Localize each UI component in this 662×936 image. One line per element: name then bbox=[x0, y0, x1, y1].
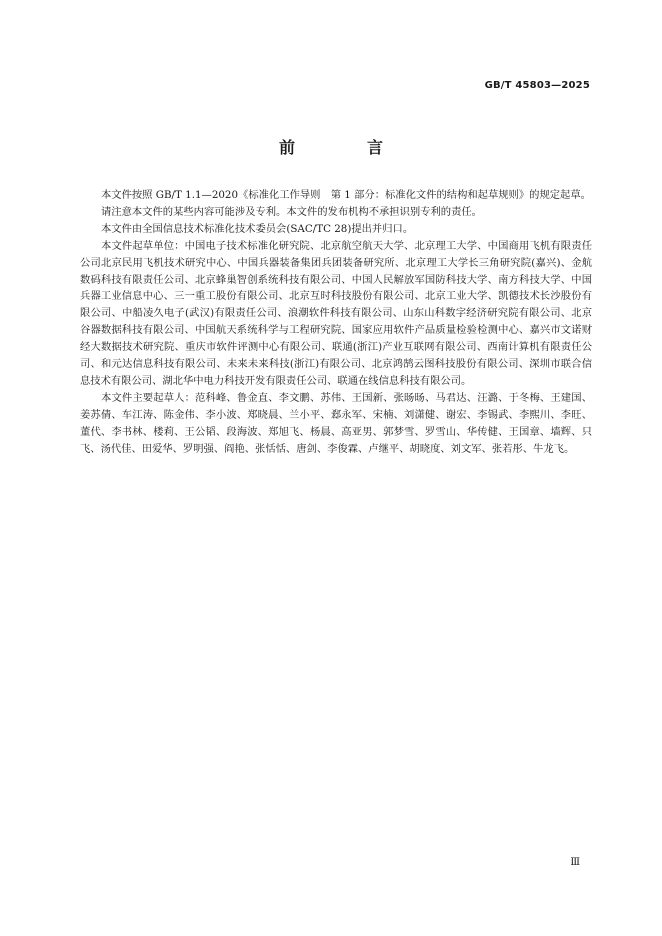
paragraph-patent-notice: 请注意本文件的某些内容可能涉及专利。本文件的发布机构不承担识别专利的责任。 bbox=[101, 205, 482, 218]
page-number: Ⅲ bbox=[570, 857, 580, 868]
paragraph-drafting-organizations: 本文件起草单位：中国电子技术标准化研究院、北京航空航天大学、北京理工大学、中国商用飞机有限责任公司北京民用飞机技术研究中心、中国兵器装备集团兵团装备研究所、北京理工大学长三角研究院(嘉兴)、金航数码科技有限责任公司、北京蜂巢智创系统科技有限公司、中国人民解放军国防科技大学、南方科技大学、中国兵器工业信息中心、三一重工股份有限公司、北京互时科技股份有限公司、北京工业大学、凯德技术长沙股份有限公司、中船凌久电子(武汉)有限责任公司、浪潮软件科技有限公司、山东山科数字经济研究院有限公司、北京谷器数据科技有限公司、中国航天系统科学与工程研究院、国家应用软件产品质量检验检测中心、嘉兴市文诺财经大数据技术研究院、重庆市软件评测中心有限公司、联通(浙江)产业互联网有限公司、西南计算机有限责任公司、和元达信息科技有限公司、未来未来科技(浙江)有限公司、北京鸿鹄云图科技股份有限公司、深圳市联合信息技术有限公司、湖北华中电力科技开发有限责任公司、联通在线信息科技有限公司。 bbox=[80, 239, 592, 387]
foreword-body bbox=[80, 187, 592, 458]
page-title: 前 言 bbox=[278, 138, 411, 157]
standard-number: GB/T 45803—2025 bbox=[484, 80, 590, 91]
paragraph-proposer: 本文件由全国信息技术标准化技术委员会(SAC/TC 28)提出并归口。 bbox=[101, 222, 414, 235]
paragraph-drafting-rules: 本文件按照 GB/T 1.1—2020《标准化工作导则 第 1 部分：标准化文件的结构和起草规则》的规定起草。 bbox=[101, 189, 591, 201]
paragraph-drafters: 本文件主要起草人：范科峰、鲁金直、李文鹏、苏伟、王国新、张旸旸、马君达、汪潞、于冬梅、王建国、姜苏倩、车江涛、陈金伟、李小波、郑晓晨、兰小平、郄永军、宋楠、刘潇健、谢宏、李锡武、李熙川、李旺、董代、李书林、楼莉、王公韬、段海波、郑旭飞、杨晨、高亚男、郭梦雪、罗雪山、华传健、王国章、墙辉、只飞、汤代佳、田爱华、罗明强、阎艳、张恬恬、唐剑、李俊霖、卢继平、胡晓度、刘文军、张若彤、牛龙飞。 bbox=[80, 391, 592, 455]
